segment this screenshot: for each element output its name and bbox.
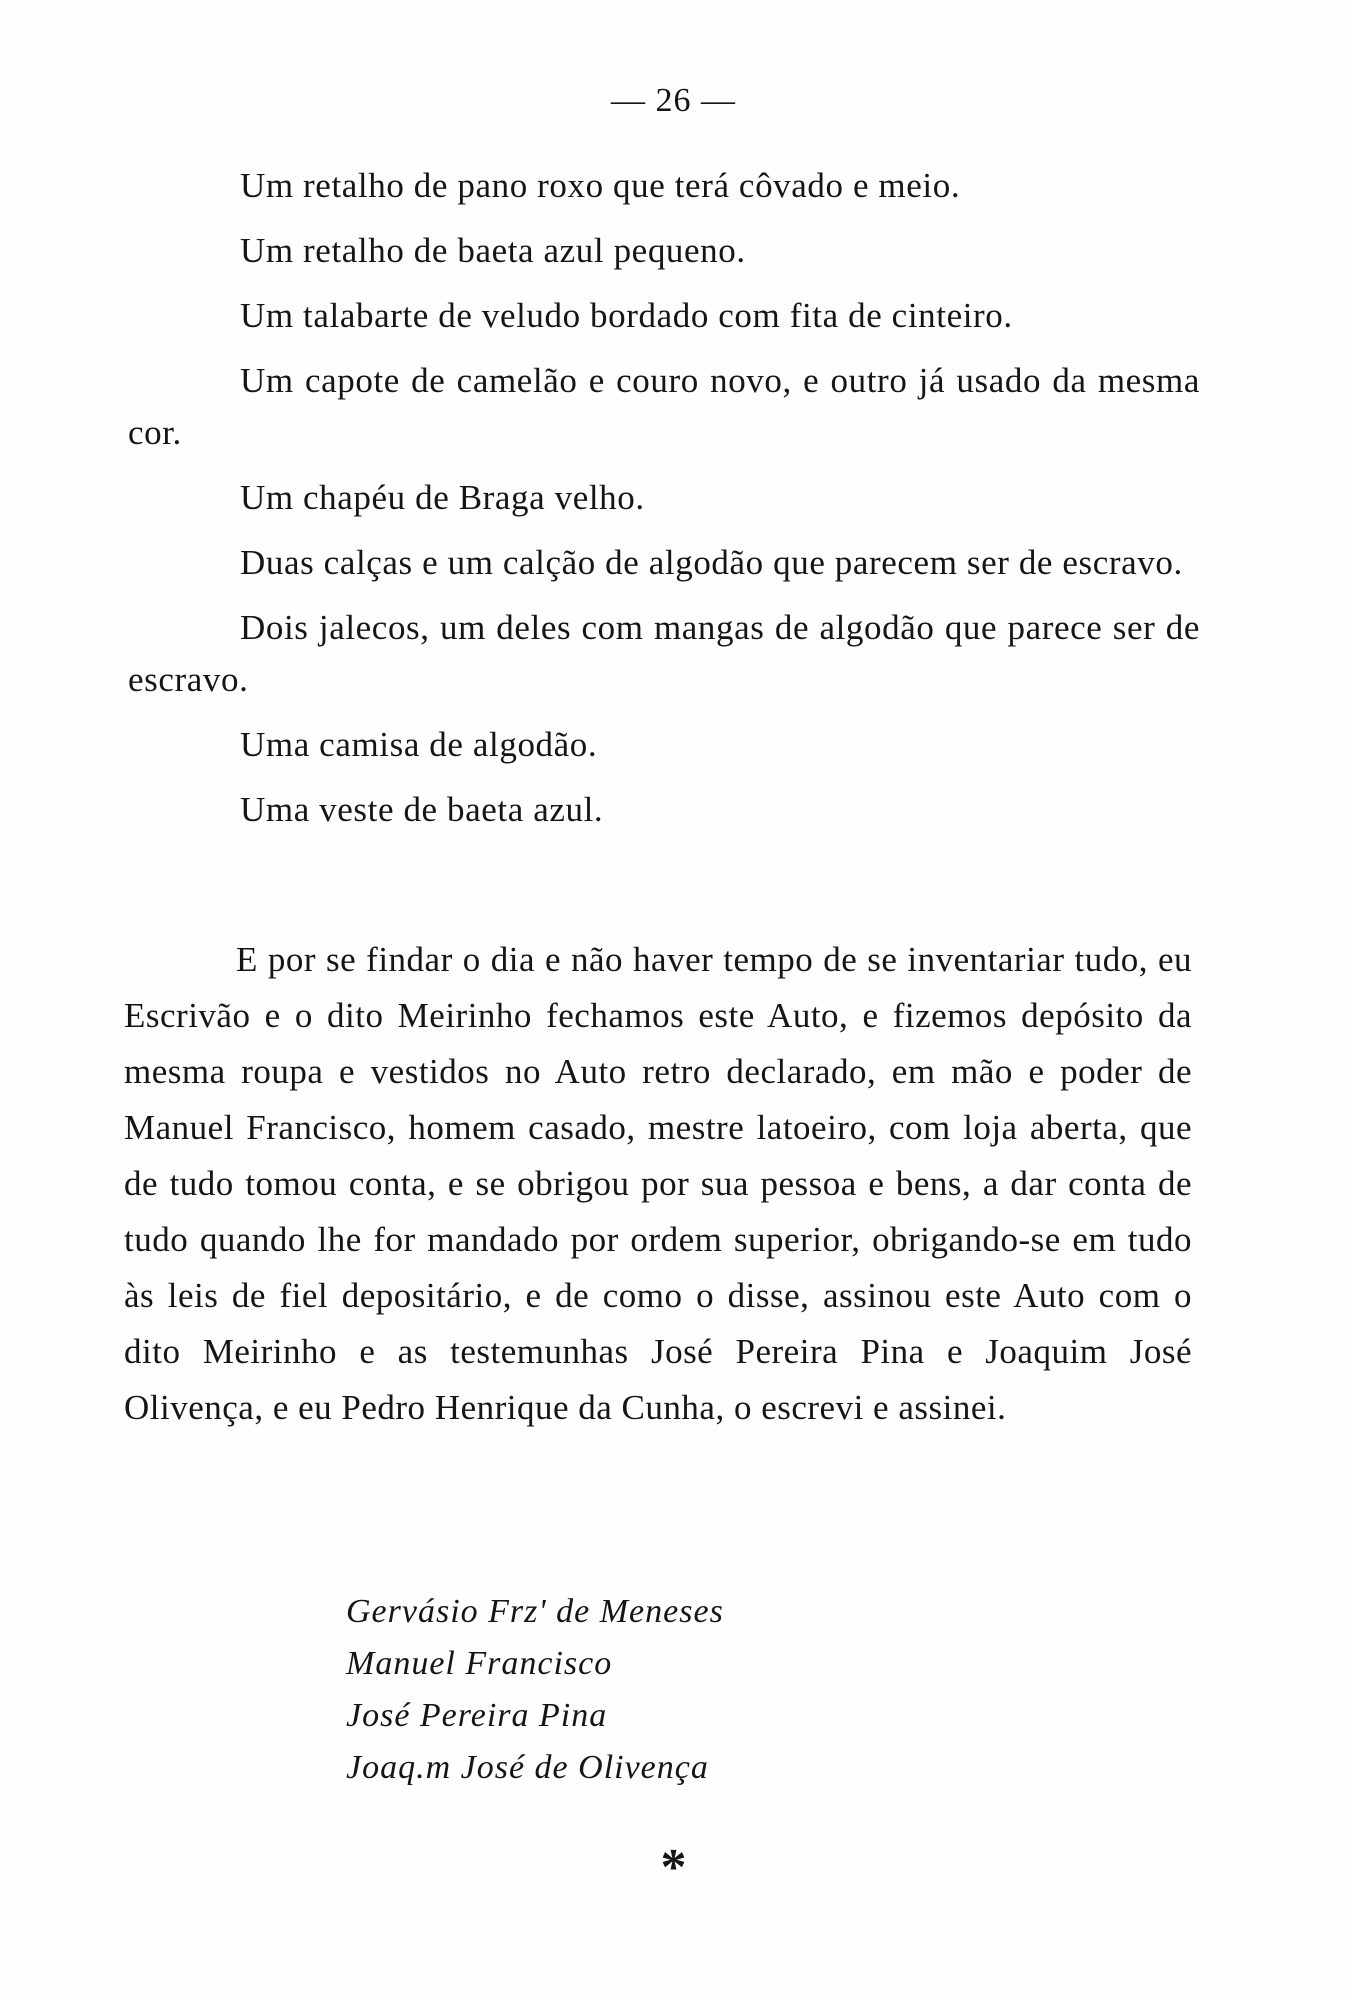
list-item: Um capote de camelão e couro novo, e outro já usado da mesma cor. <box>128 361 1200 452</box>
list-item: Duas calças e um calção de algodão que parecem ser de escravo. <box>240 543 1183 582</box>
list-item: Uma veste de baeta azul. <box>240 790 604 829</box>
list-item: Uma camisa de algodão. <box>240 725 598 764</box>
signature: Joaq.m José de Olivença <box>346 1749 709 1786</box>
end-asterisk: * <box>660 1839 687 1896</box>
signature: Gervásio Frz' de Meneses <box>346 1593 724 1630</box>
inventory-list <box>128 160 1200 849</box>
closing-paragraph: E por se findar o dia e não haver tempo de se inventariar tudo, eu Escrivão e o dito Meirinho fechamos este Auto, e fizemos depósito da mesma roupa e vestidos no Auto retro declarado, em mão e poder de Manuel Francisco, homem casado, mestre latoeiro, com loja aberta, que de tudo tomou conta, e se obrigou por sua pessoa e bens, a dar conta de tudo quando lhe for mandado por ordem superior, obrigando-se em tudo às leis de fiel depositário, e de como o disse, assinou este Auto com o dito Meirinho e as testemunhas José Pereira Pina e Joaquim José Olivença, e eu Pedro Henrique da Cunha, o escrevi e assinei. <box>124 940 1192 1427</box>
list-item: Um retalho de baeta azul pequeno. <box>240 231 746 270</box>
signature: Manuel Francisco <box>346 1645 613 1682</box>
list-item: Um retalho de pano roxo que terá côvado e meio. <box>240 166 961 205</box>
signature-block <box>346 1586 724 1794</box>
list-item: Um talabarte de veludo bordado com fita de cinteiro. <box>240 296 1013 335</box>
signature: José Pereira Pina <box>346 1697 608 1734</box>
list-item: Dois jalecos, um deles com mangas de algodão que parece ser de escravo. <box>128 608 1200 699</box>
page-number: — 26 — <box>611 82 736 119</box>
list-item: Um chapéu de Braga velho. <box>240 478 645 517</box>
